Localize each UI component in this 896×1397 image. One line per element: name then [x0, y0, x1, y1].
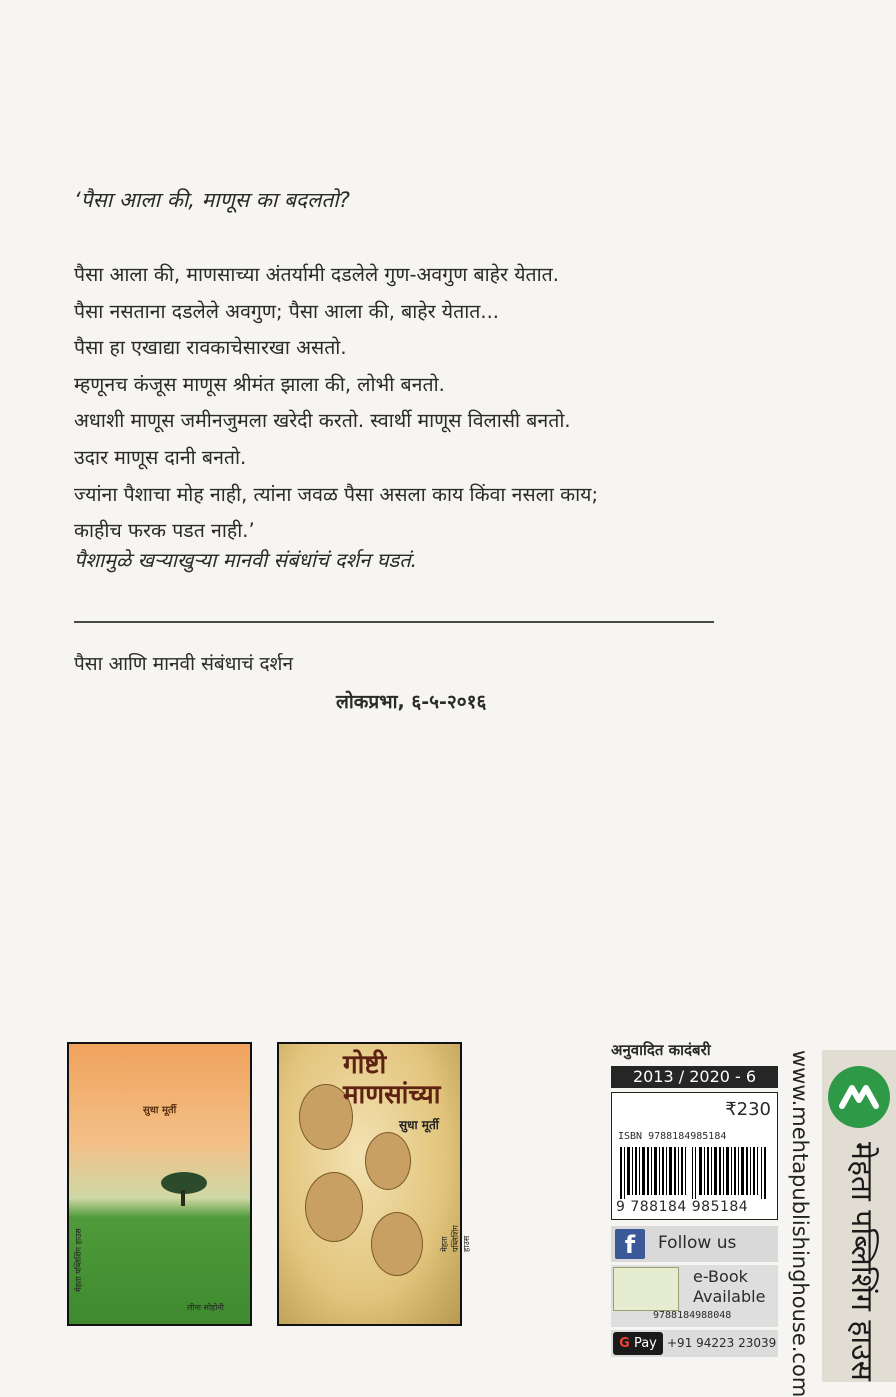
- portrait-face: [365, 1132, 411, 1190]
- blurb-closing: पैशामुळे खऱ्याखुऱ्या मानवी संबंधांचं दर्शन घडतं.: [74, 548, 417, 572]
- ebook-label: [693, 1267, 765, 1307]
- ebook-panel: [611, 1265, 778, 1327]
- gpay-panel: [611, 1330, 778, 1357]
- book-2-publisher: मेहता पब्लिशिंग हाउस: [440, 1225, 471, 1252]
- book-1-author: सुधा मूर्ती: [143, 1105, 177, 1116]
- review-date: ६-५-२०१६: [411, 691, 487, 713]
- follow-us-label: Follow us: [658, 1233, 737, 1253]
- website-url[interactable]: www.mehtapublishinghouse.com: [788, 1050, 812, 1397]
- blurb-line: अधाशी माणूस जमीनजुमला खरेदी करतो. स्वार्थी माणूस विलासी बनतो.: [74, 409, 571, 433]
- isbn-number: 9 788184 985184: [616, 1199, 749, 1215]
- blurb-line: पैसा नसताना दडलेले अवगुण; पैसा आला की, बाहेर येतात...: [74, 299, 499, 323]
- blurb-line: ज्यांना पैशाचा मोह नाही, त्यांना जवळ पैसा असला काय किंवा नसला काय;: [74, 482, 599, 506]
- price: ₹230: [725, 1099, 771, 1120]
- blurb-line: उदार माणूस दानी बनतो.: [74, 445, 247, 469]
- gpay-label: Pay: [633, 1336, 657, 1351]
- review-title: पैसा आणि मानवी संबंधाचं दर्शन: [74, 653, 294, 675]
- ebook-line-1: e-Book: [693, 1267, 748, 1286]
- book-cover-1: [67, 1042, 252, 1326]
- portrait-face: [371, 1212, 423, 1276]
- book-2-author: सुधा मूर्ती: [399, 1118, 439, 1132]
- tree-trunk: [181, 1190, 185, 1206]
- isbn-label: ISBN 9788184985184: [618, 1131, 727, 1142]
- barcode-box: [611, 1092, 778, 1220]
- gpay-phone: +91 94223 23039: [667, 1336, 777, 1350]
- blurb-line: म्हणूनच कंजूस माणूस श्रीमंत झाला की, लोभी बनतो.: [74, 372, 445, 396]
- blurb-line: पैसा आला की, माणसाच्या अंतर्यामी दडलेले गुण-अवगुण बाहेर येतात.: [74, 263, 559, 286]
- publisher-logo-icon: [828, 1066, 890, 1128]
- book-cover-2: [277, 1042, 471, 1326]
- review-source: लोकप्रभा,: [336, 691, 405, 713]
- book-2-title: गोष्टी माणसांच्या: [343, 1050, 441, 1110]
- blurb-line: पैसा हा एखाद्या रावकाचेसारखा असतो.: [74, 336, 347, 360]
- publisher-name: मेहता पब्लिशिंग हाउस: [844, 1142, 879, 1381]
- google-g-icon: G: [619, 1336, 630, 1351]
- blurb-question: ‘पैसा आला की, माणूस का बदलतो?: [74, 188, 350, 212]
- ebook-line-2: Available: [693, 1287, 766, 1306]
- book-1-publisher: मेहता पब्लिशिंग हाउस: [74, 1228, 83, 1292]
- portrait-face: [305, 1172, 363, 1242]
- publisher-strip: [822, 1050, 896, 1382]
- divider: [74, 621, 714, 623]
- follow-us-link[interactable]: [611, 1226, 778, 1262]
- code-bar: 2013 / 2020 - 6: [611, 1066, 778, 1088]
- ebook-isbn: 9788184988048: [653, 1310, 732, 1321]
- genre-label: अनुवादित कादंबरी: [611, 1041, 711, 1059]
- blurb-line: काहीच फरक पडत नाही.’: [74, 519, 255, 543]
- barcode: [620, 1147, 770, 1199]
- blurb-paragraph: [74, 257, 774, 550]
- facebook-icon[interactable]: f: [615, 1229, 645, 1259]
- ebook-logo: [613, 1267, 679, 1311]
- book-1-translator: लीना सोहोनी: [187, 1303, 224, 1312]
- review-citation: [336, 688, 486, 714]
- gpay-badge: [613, 1332, 663, 1355]
